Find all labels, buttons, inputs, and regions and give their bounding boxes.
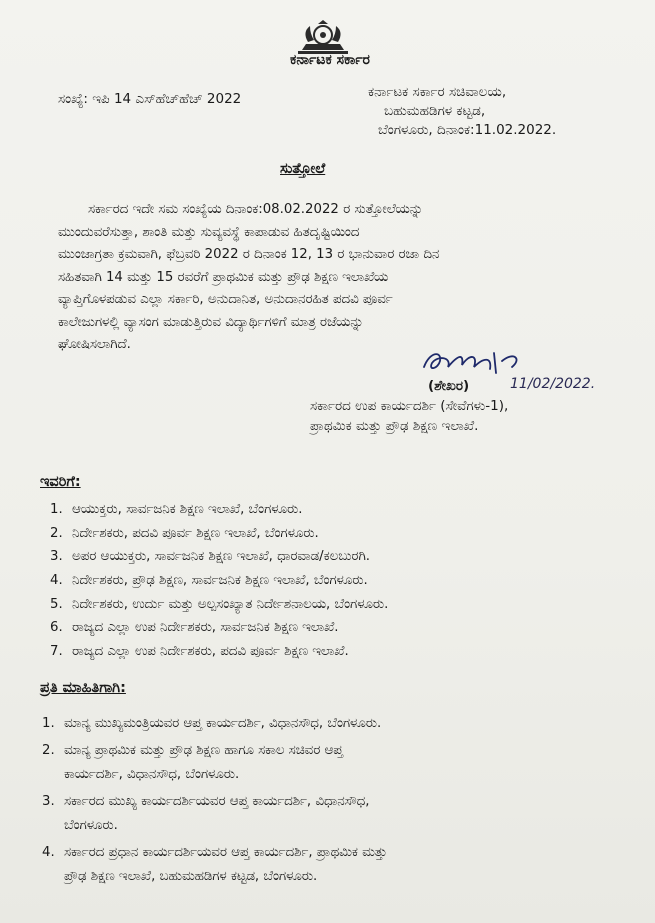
copies-list — [42, 712, 617, 892]
government-title: ಕರ್ನಾಟಕ ಸರ್ಕಾರ — [290, 52, 370, 68]
signatory-designation: ಸರ್ಕಾರದ ಉಪ ಕಾರ್ಯದರ್ಶಿ (ಸೇವೆಗಳು-1), — [310, 398, 509, 414]
office-line-1: ಕರ್ನಾಟಕ ಸರ್ಕಾರ ಸಚಿವಾಲಯ, — [368, 84, 507, 100]
list-item: 1. ಆಯುಕ್ತರು, ಸಾರ್ವಜನಿಕ ಶಿಕ್ಷಣ ಇಲಾಖೆ, ಬೆಂಗಳೂರು. — [50, 502, 303, 517]
body-line: ಘೋಷಿಸಲಾಗಿದೆ. — [58, 337, 131, 352]
circular-body — [58, 199, 618, 357]
office-address — [368, 83, 556, 140]
body-line: ಮುಂದುವರೆಸುತ್ತಾ, ಶಾಂತಿ ಮತ್ತು ಸುವ್ಯವಸ್ಥೆ ಕಾಪಾಡುವ ಹಿತದೃಷ್ಟಿಯಿಂದ — [58, 224, 360, 240]
copies-heading: ಪ್ರತಿ ಮಾಹಿತಿಗಾಗಿ: — [40, 680, 126, 696]
body-line: ಸಹಿತವಾಗಿ 14 ಮತ್ತು 15 ರವರೆಗೆ ಪ್ರಾಥಮಿಕ ಮತ್ತು ಪ್ರೌಢ ಶಿಕ್ಷಣ ಇಲಾಖೆಯ — [58, 269, 389, 285]
list-item: 3. ಅಪರ ಆಯುಕ್ತರು, ಸಾರ್ವಜನಿಕ ಶಿಕ್ಷಣ ಇಲಾಖೆ, ಧಾರವಾಡ/ಕಲಬುರಗಿ. — [50, 549, 370, 565]
signature-date: 11/02/2022. — [510, 376, 596, 392]
list-item: 2. ನಿರ್ದೇಶಕರು, ಪದವಿ ಪೂರ್ವ ಶಿಕ್ಷಣ ಇಲಾಖೆ, ಬೆಂಗಳೂರು. — [50, 525, 319, 541]
signatory-block — [310, 376, 508, 436]
reference-number: ಸಂಖ್ಯೆ: ಇಪಿ 14 ಎಸ್‌ಹೆಚ್‌ಹೆಚ್ 2022 — [58, 91, 242, 107]
list-item: 3. ಸರ್ಕಾರದ ಮುಖ್ಯ ಕಾರ್ಯದರ್ಶಿಯವರ ಆಪ್ತ ಕಾರ್ಯದರ್ಶಿ, ವಿಧಾನಸೌಧ, ಬೆಂಗಳೂರು. — [42, 794, 370, 833]
document-title: ಸುತ್ತೋಲೆ — [280, 161, 326, 177]
list-item: 7. ರಾಜ್ಯದ ಎಲ್ಲಾ ಉಪ ನಿರ್ದೇಶಕರು, ಪದವಿ ಪೂರ್ವ ಶಿಕ್ಷಣ ಇಲಾಖೆ. — [50, 644, 349, 660]
signatory-department: ಪ್ರಾಥಮಿಕ ಮತ್ತು ಪ್ರೌಢ ಶಿಕ್ಷಣ ಇಲಾಖೆ. — [310, 418, 479, 434]
recipients-list — [50, 502, 610, 668]
list-item: 4. ಸರ್ಕಾರದ ಪ್ರಧಾನ ಕಾರ್ಯದರ್ಶಿಯವರ ಆಪ್ತ ಕಾರ್ಯದರ್ಶಿ, ಪ್ರಾಥಮಿಕ ಮತ್ತು ಪ್ರೌಢ ಶಿಕ್ಷಣ ಇಲಾಖೆ, ಬಹುಮಹಡಿಗಳ ಕಟ್ಟಡ, ಬೆಂಗಳೂರು. — [42, 845, 388, 884]
recipients-heading: ಇವರಿಗೆ: — [40, 474, 81, 490]
list-item: 5. ನಿರ್ದೇಶಕರು, ಉರ್ದು ಮತ್ತು ಅಲ್ಪಸಂಖ್ಯಾತ ನಿರ್ದೇಶನಾಲಯ, ಬೆಂಗಳೂರು. — [50, 596, 389, 612]
office-line-2: ಬಹುಮಹಡಿಗಳ ಕಟ್ಟಡ, — [384, 103, 486, 119]
body-line: ವ್ಯಾಪ್ತಿಗೊಳಪಡುವ ಎಲ್ಲಾ ಸರ್ಕಾರಿ, ಅನುದಾನಿತ, ಅನುದಾನರಹಿತ ಪದವಿ ಪೂರ್ವ — [58, 292, 393, 307]
list-item: 4. ನಿರ್ದೇಶಕರು, ಪ್ರೌಢ ಶಿಕ್ಷಣ, ಸಾರ್ವಜನಿಕ ಶಿಕ್ಷಣ ಇಲಾಖೆ, ಬೆಂಗಳೂರು. — [50, 573, 368, 589]
list-item: 6. ರಾಜ್ಯದ ಎಲ್ಲಾ ಉಪ ನಿರ್ದೇಶಕರು, ಸಾರ್ವಜನಿಕ ಶಿಕ್ಷಣ ಇಲಾಖೆ. — [50, 620, 339, 636]
state-emblem-icon — [288, 20, 358, 56]
body-line: ಮುಂಜಾಗ್ರತಾ ಕ್ರಮವಾಗಿ, ಫೆಬ್ರವರಿ 2022 ರ ದಿನಾಂಕ 12, 13 ರ ಭಾನುವಾರ ರಜಾ ದಿನ — [58, 247, 440, 262]
office-line-3: ಬೆಂಗಳೂರು, ದಿನಾಂಕ:11.02.2022. — [378, 122, 557, 138]
signatory-name: (ಶೇಖರ) — [428, 378, 470, 394]
body-line: ಸರ್ಕಾರದ ಇದೇ ಸಮ ಸಂಖ್ಯೆಯ ದಿನಾಂಕ:08.02.2022 ರ ಸುತ್ತೋಲೆಯನ್ನು — [88, 202, 424, 217]
body-line: ಕಾಲೇಜುಗಳಲ್ಲಿ ವ್ಯಾಸಂಗ ಮಾಡುತ್ತಿರುವ ವಿದ್ಯಾರ್ಥಿಗಳಿಗೆ ಮಾತ್ರ ರಜೆಯನ್ನು — [58, 314, 364, 330]
list-item: 2. ಮಾನ್ಯ ಪ್ರಾಥಮಿಕ ಮತ್ತು ಪ್ರೌಢ ಶಿಕ್ಷಣ ಹಾಗೂ ಸಕಾಲ ಸಚಿವರ ಆಪ್ತ ಕಾರ್ಯದರ್ಶಿ, ವಿಧಾನಸೌಧ, ಬೆಂಗಳೂರು. — [42, 743, 343, 782]
list-item: 1. ಮಾನ್ಯ ಮುಖ್ಯಮಂತ್ರಿಯವರ ಆಪ್ತ ಕಾರ್ಯದರ್ಶಿ, ವಿಧಾನಸೌಧ, ಬೆಂಗಳೂರು. — [42, 716, 382, 731]
